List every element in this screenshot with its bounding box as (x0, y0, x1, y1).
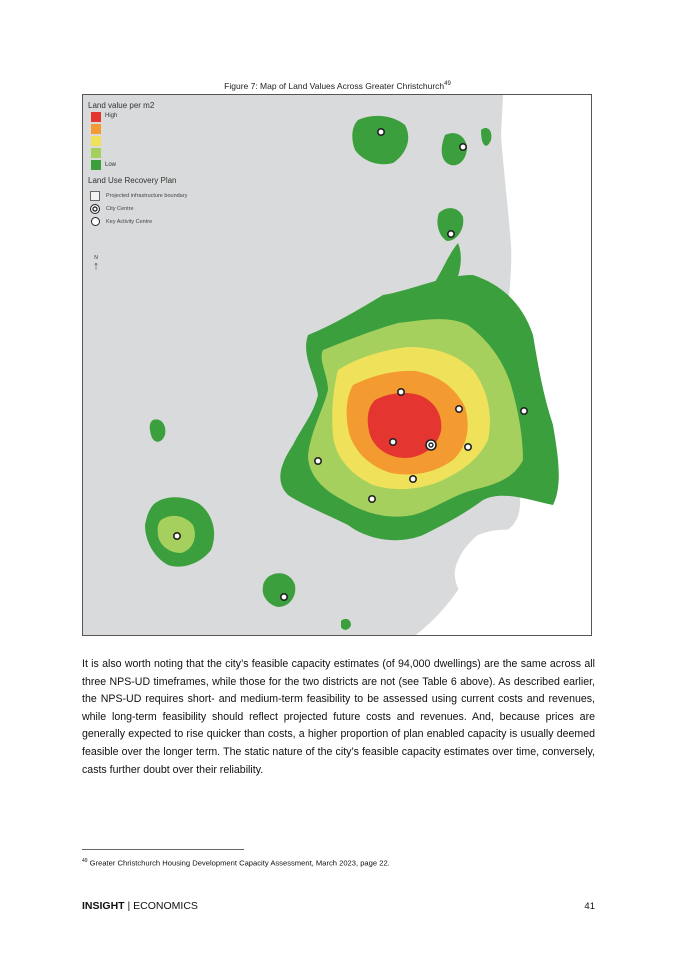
land-value-map (82, 94, 592, 636)
footer-brand-bold: INSIGHT (82, 900, 125, 912)
legend-item-label: Projected infrastructure boundary (106, 192, 188, 199)
figure-footnote-ref: 49 (444, 81, 451, 88)
double-ring-icon (90, 204, 100, 214)
ramp-swatch-mid (91, 136, 101, 146)
ramp-low-label: Low (105, 162, 117, 168)
activity-centre-marker (369, 496, 375, 502)
north-town-a (352, 116, 408, 164)
square-outline-icon (90, 191, 100, 201)
activity-centre-marker (456, 406, 462, 412)
ramp-swatch-midhigh (91, 124, 101, 134)
figure-title (0, 81, 675, 91)
north-arrow-icon: ↑ (93, 260, 99, 272)
ramp-high-label: High (105, 113, 118, 119)
west-patch-a (150, 419, 166, 441)
activity-centre-marker (460, 144, 466, 150)
figure-title-text: Figure 7: Map of Land Values Across Greater Christchurch (224, 81, 445, 91)
south-town-lincoln (263, 573, 296, 607)
activity-centre-marker (281, 594, 287, 600)
footnote-marker: 49 (82, 858, 88, 864)
activity-centre-marker (174, 533, 180, 539)
footnote-text: Greater Christchurch Housing Development Capacity Assessment, March 2023, page 22. (87, 858, 390, 868)
city-centre-marker (426, 440, 436, 450)
south-patch (341, 619, 351, 630)
activity-centre-marker (378, 129, 384, 135)
legend-heading: Land value per m2 (88, 101, 155, 110)
coastal-strip (481, 128, 491, 146)
legend-item-label: City Centre (106, 205, 134, 212)
page-number: 41 (584, 901, 595, 912)
map-legend (88, 101, 238, 228)
legend-item-city-centre (88, 202, 238, 215)
body-paragraph: It is also worth noting that the city’s feasible capacity estimates (of 94,000 dwellings) are the same across all three NPS-UD timeframes, while those for the two districts are not (see Table 6 above). As described earlier, the NPS-UD requires short- and medium-term feasibility to be assessed using current costs and revenues, while long-term feasibility should reflect projected future costs and revenues. And, because prices are generally expected to rise quicker than costs, a higher proportion of plan enabled capacity is usually deemed feasible over the longer term. The static nature of the city’s feasible capacity estimates over time, conversely, casts further doubt over their reliability. (82, 658, 595, 776)
legend-item-boundary (88, 189, 238, 202)
activity-centre-marker (398, 389, 404, 395)
activity-centre-marker (521, 408, 527, 414)
footer-brand (82, 900, 198, 912)
legend-section-heading: Land Use Recovery Plan (88, 176, 177, 185)
legend-item-key-activity-centre (88, 215, 238, 228)
activity-centre-marker (448, 231, 454, 237)
north-label: N (94, 255, 98, 261)
north-arrow (91, 255, 101, 272)
ramp-swatch-low (91, 160, 101, 170)
activity-centre-marker (390, 439, 396, 445)
activity-centre-marker (315, 458, 321, 464)
ramp-swatch-high (91, 112, 101, 122)
footer-brand-rest: ECONOMICS (133, 900, 198, 912)
legend-item-label: Key Activity Centre (106, 218, 153, 225)
activity-centre-marker (410, 476, 416, 482)
ramp-swatch-midlow (91, 148, 101, 158)
land-value-ramp (88, 112, 238, 170)
ring-icon (90, 217, 100, 227)
activity-centre-marker (465, 444, 471, 450)
footnote-divider (82, 849, 244, 850)
footnote (82, 858, 390, 868)
footer-brand-separator: | (124, 900, 134, 912)
